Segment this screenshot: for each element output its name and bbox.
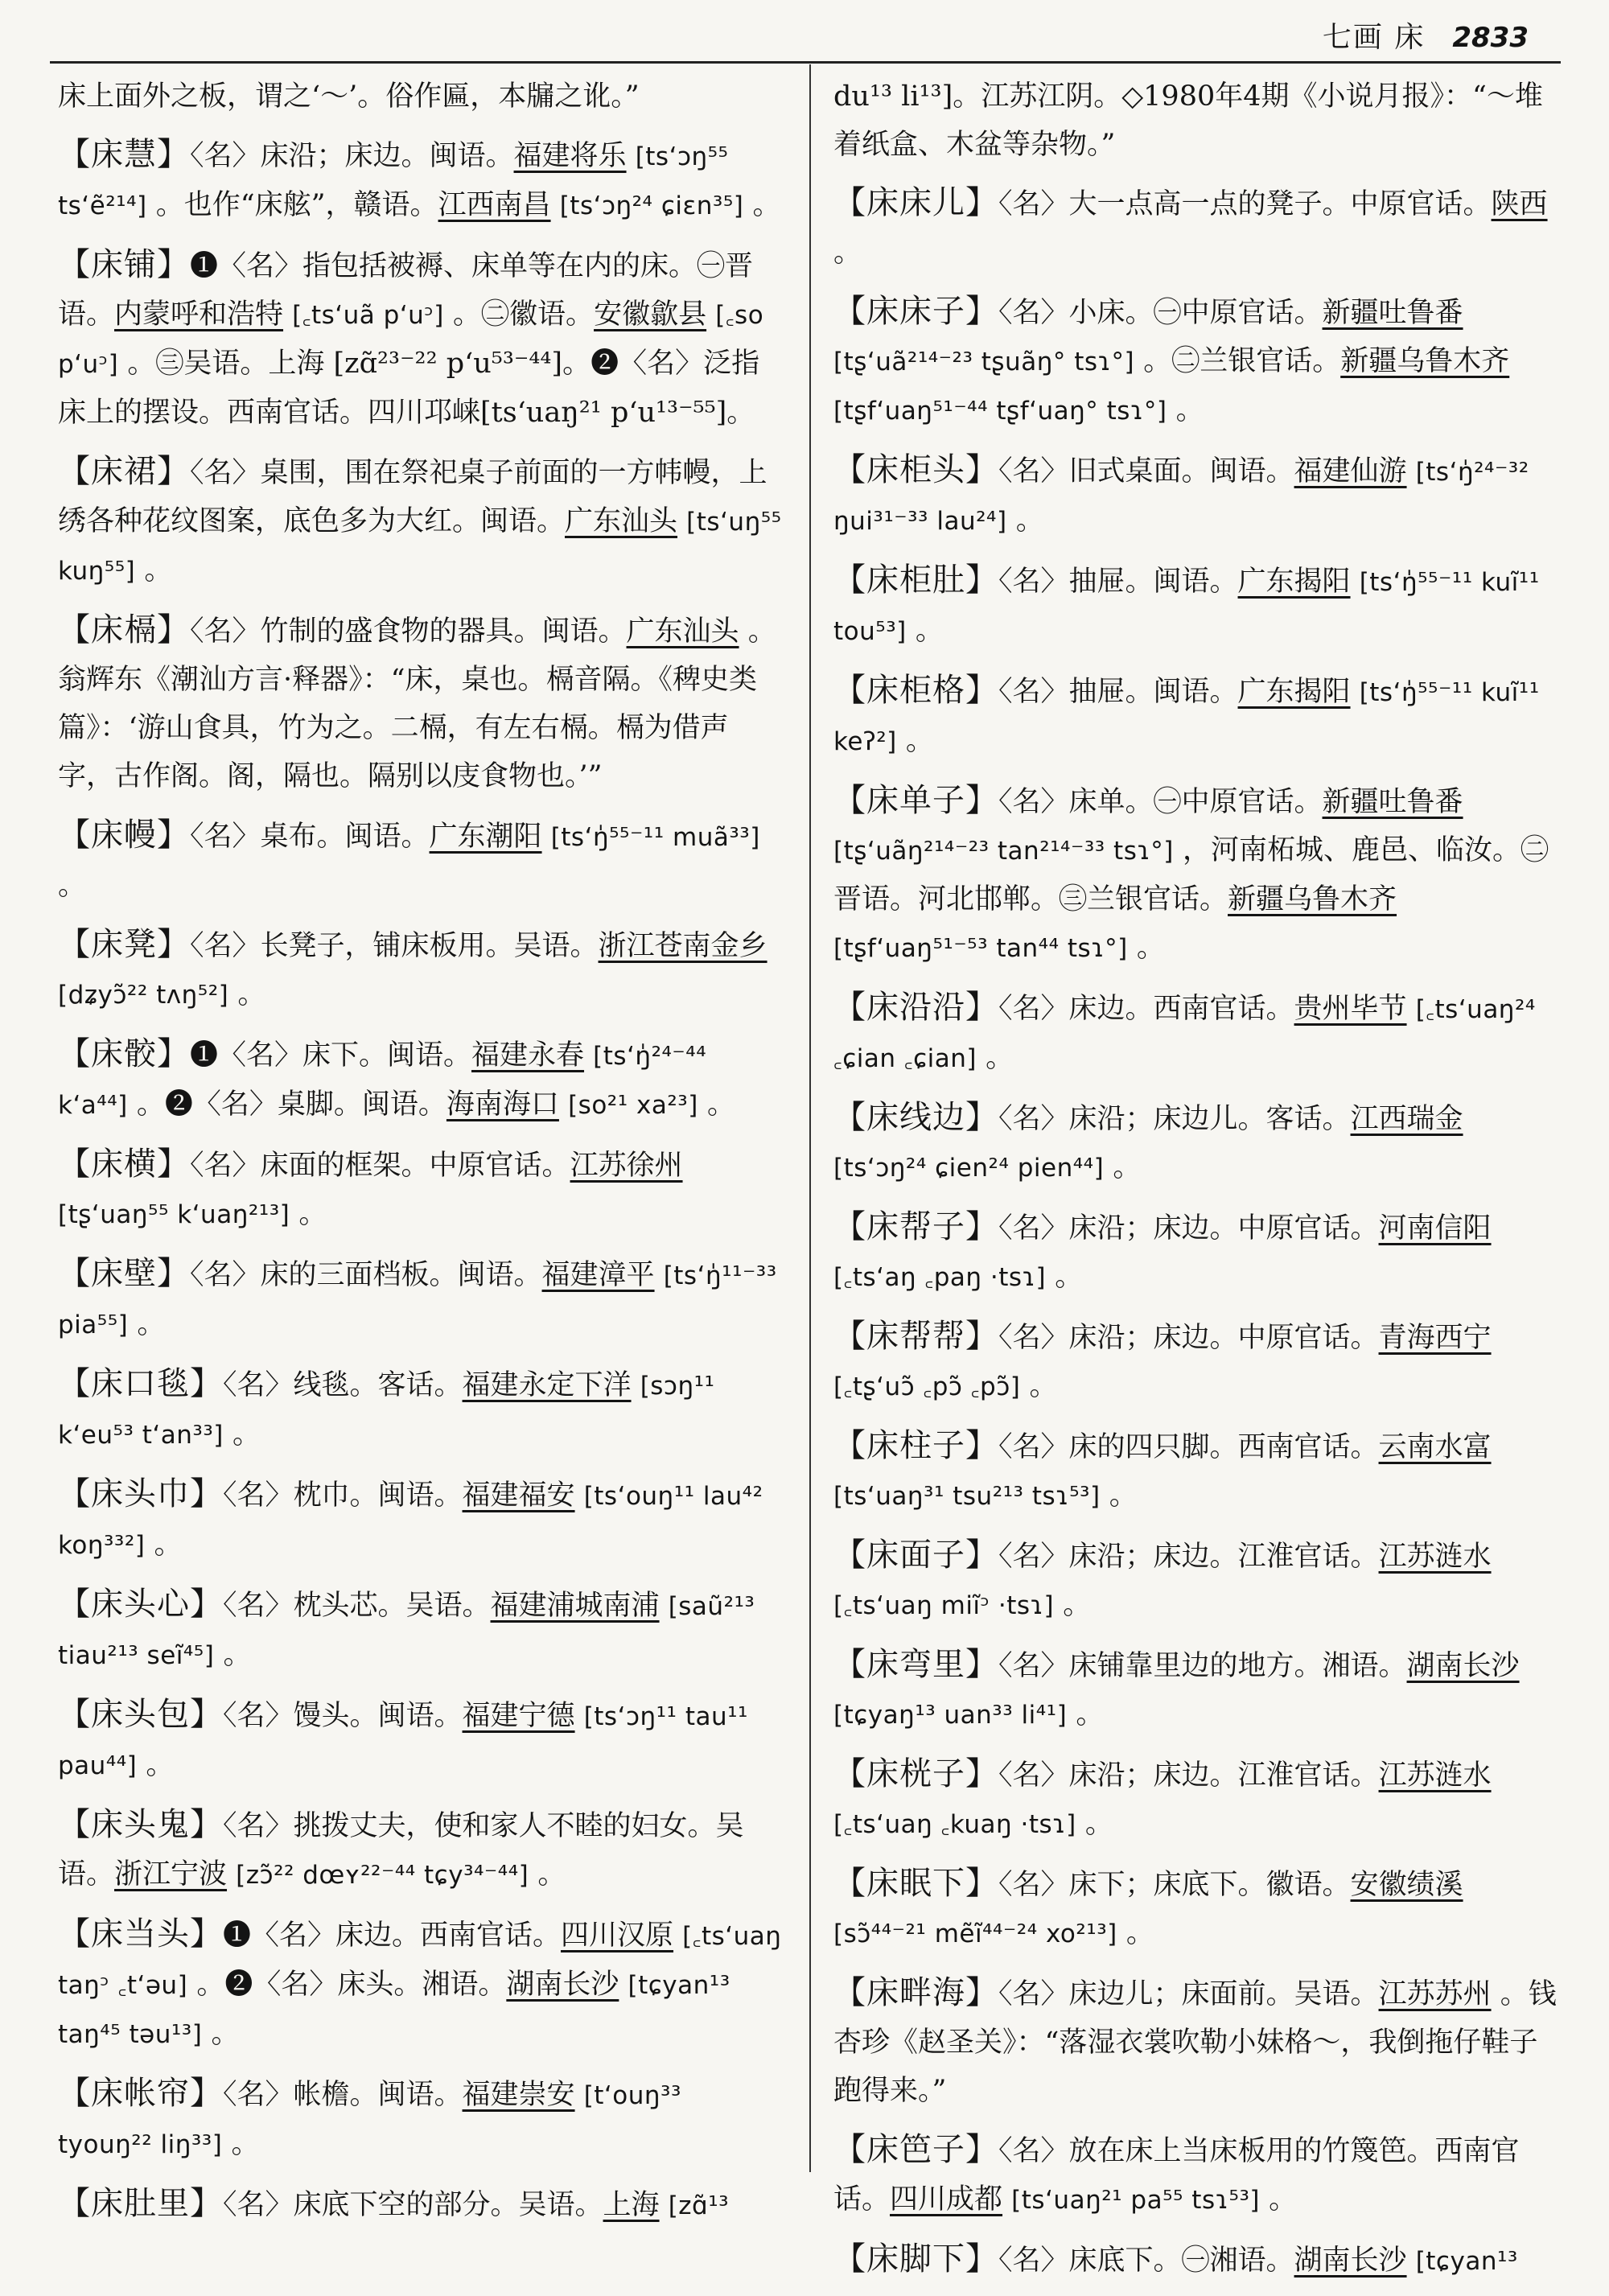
part-of-speech: 〈名〉 <box>190 457 261 489</box>
definition: ❶〈名〉指包括被褥、床单等在内的床。㊀晋语。 <box>58 250 754 331</box>
dialect-place: 浙江苍南金乡 <box>598 930 767 962</box>
dictionary-entry <box>833 776 1558 973</box>
dictionary-entry <box>833 179 1558 277</box>
running-head <box>1323 14 1529 56</box>
dialect-place: 江苏涟水 <box>1378 1759 1492 1792</box>
entry-headword: 【床铺】 <box>58 246 190 283</box>
dictionary-entry <box>833 1531 1558 1630</box>
pronunciation: [tsʻuŋ⁵⁵ kuŋ⁵⁵] <box>58 508 782 586</box>
entry-headword: 【床床子】 <box>833 293 998 330</box>
entry-list <box>58 130 782 2230</box>
pronunciation: [tʂʻuãŋ²¹⁴⁻²³ tan²¹⁴⁻³³ tsɿ°] <box>833 837 1174 866</box>
entry-headword: 【床帐帘】 <box>58 2075 223 2112</box>
pronunciation: [tʂʻuaŋ⁵⁵ kʻuaŋ²¹³] <box>58 1200 290 1229</box>
entry-headword: 【床头包】 <box>58 1696 223 1733</box>
dictionary-entry <box>58 1910 782 2059</box>
dialect-place: 四川成都 <box>890 2183 1003 2216</box>
entry-ending: 。 <box>1015 504 1044 537</box>
entry-ending: 。 <box>833 237 862 269</box>
dialect-place: 湖南长沙 <box>1406 1650 1520 1682</box>
dialect-place: 广东汕头 <box>626 615 739 648</box>
dictionary-entry <box>58 811 782 910</box>
definition: 床沿；床边。江淮官话。 <box>1068 1541 1379 1573</box>
entry-headword: 【床槅】 <box>58 611 190 648</box>
part-of-speech: 〈名〉 <box>223 2189 294 2221</box>
pronunciation: [tsʻɔŋ²⁴ ɕien²⁴ pien⁴⁴] <box>833 1154 1105 1183</box>
definition: 床边儿；床面前。吴语。 <box>1068 1978 1379 2010</box>
pronunciation: [tɕyaŋ¹³ uan³³ li⁴¹] <box>833 1701 1068 1730</box>
entry-headword: 【床笆子】 <box>833 2131 998 2168</box>
part-of-speech: 〈名〉 <box>998 297 1069 329</box>
dictionary-entry <box>833 2235 1558 2286</box>
entry-ending: 。 <box>1113 1151 1142 1183</box>
definition: 旧式桌面。闽语。 <box>1068 455 1294 488</box>
pronunciation: [tsʻɔŋ⁵⁵ tsʻẽ²¹⁴] <box>58 142 729 220</box>
entry-ending: 。 <box>1029 1370 1058 1402</box>
entry-headword: 【床头鬼】 <box>58 1806 223 1843</box>
dictionary-entry <box>58 2069 782 2169</box>
definition-continued: 。❷〈名〉桌脚。闽语。 <box>136 1088 446 1121</box>
dialect-place: 湖南长沙 <box>1294 2245 1407 2277</box>
entry-headword: 【床眠下】 <box>833 1865 998 1902</box>
part-of-speech: 〈名〉 <box>190 615 261 648</box>
definition-continued: ，河南柘城、鹿邑、临汝。㊁晋语。河北邯郸。㊂兰银官话。 <box>833 834 1549 916</box>
entry-list <box>833 179 1558 2286</box>
part-of-speech: 〈名〉 <box>998 1869 1069 1901</box>
entry-headword: 【床畔海】 <box>833 1974 998 2011</box>
entry-headword: 【床口毯】 <box>58 1365 223 1402</box>
part-of-speech: 〈名〉 <box>998 455 1069 488</box>
pronunciation: [tɕyan¹³ taŋ⁴⁵ təu¹³] <box>58 1971 730 2049</box>
definition: 线毯。客话。 <box>293 1369 463 1401</box>
entry-headword: 【床慧】 <box>58 136 190 173</box>
dialect-place: 广东潮阳 <box>429 821 542 853</box>
dictionary-entry <box>58 1360 782 1459</box>
dialect-place: 青海西宁 <box>1378 1322 1492 1354</box>
pronunciation: [tʂʻuã²¹⁴⁻²³ tʂuãŋ° tsɿ°] <box>833 348 1135 376</box>
definition: 床底下。㊀湘语。 <box>1068 2245 1294 2277</box>
definition: 床底下空的部分。吴语。 <box>293 2189 603 2221</box>
dictionary-entry <box>833 1859 1558 1958</box>
entry-ending: 。㊂吴语。上海 [zɑ̃²³⁻²² pʻu⁵³⁻⁴⁴]。❷〈名〉泛指床上的摆设。西南官话。四川邛崃[tsʻuaŋ²¹ pʻu¹³⁻⁵⁵]。 <box>58 348 760 429</box>
dialect-place: 广东揭阳 <box>1237 566 1351 598</box>
entry-ending: 。 <box>1175 394 1204 426</box>
dialect-place: 河南信阳 <box>1378 1212 1492 1245</box>
entry-ending: 。 <box>1055 1261 1084 1293</box>
part-of-speech: 〈名〉 <box>998 1431 1069 1463</box>
definition-continued: 。翁辉东《潮汕方言·释器》：“床，桌也。槅音隔。《稗史类篇》：‘游山食具，竹为之。二槅，有左右槅。槅为借声字，古作阁。阁，隔也。隔别以庋食物也。’” <box>58 615 776 792</box>
dictionary-entry <box>58 1580 782 1680</box>
pronunciation: [tsʻɔŋ¹¹ tau¹¹ pau⁴⁴] <box>58 1702 748 1780</box>
definition: 长凳子，铺床板用。吴语。 <box>260 930 599 962</box>
section-title: 七画 床 <box>1322 21 1426 54</box>
pronunciation: [tsʻŋ̍¹¹⁻³³ pia⁵⁵] <box>58 1261 777 1339</box>
dictionary-entry <box>833 983 1558 1083</box>
pronunciation: [tsʻuaŋ²¹ pa⁵⁵ tsɿ⁵³] <box>1011 2186 1261 2215</box>
definition-continued: 。❷〈名〉床头。湘语。 <box>196 1969 507 2001</box>
dialect-place: 新疆乌鲁木齐 <box>1228 883 1397 916</box>
entry-ending: 。 <box>1109 1479 1138 1512</box>
entry-ending: 。 <box>1136 932 1165 964</box>
dialect-place: 云南水富 <box>1378 1431 1492 1463</box>
pronunciation: [꜀tsʻuaŋ miĩᵓ ·tsɿ] <box>833 1591 1055 1620</box>
entry-headword: 【床肚里】 <box>58 2185 223 2222</box>
dictionary-entry <box>833 2125 1558 2224</box>
definition: 床面的框架。中原官话。 <box>260 1150 570 1182</box>
dialect-place: 福建宁德 <box>462 1700 575 1732</box>
dictionary-entry <box>58 1690 782 1790</box>
part-of-speech: 〈名〉 <box>998 1103 1069 1135</box>
dictionary-entry <box>833 287 1558 435</box>
column-divider <box>809 64 811 2172</box>
definition: 床下；床底下。徽语。 <box>1068 1869 1351 1901</box>
dialect-place: 陕西 <box>1491 188 1548 220</box>
dialect-place: 安徽歙县 <box>594 298 707 331</box>
entry-ending: 。 <box>144 554 173 586</box>
entry-headword: 【床单子】 <box>833 782 998 819</box>
part-of-speech: 〈名〉 <box>190 1259 261 1291</box>
definition: 床沿；床边。中原官话。 <box>1068 1322 1379 1354</box>
dictionary-entry <box>58 1470 782 1570</box>
entry-ending: 。 <box>1269 2183 1298 2216</box>
entry-ending: 。 <box>706 1088 735 1121</box>
pronunciation: [꜀tsʻuaŋ²⁴ ꜀ɕian ꜀ɕian] <box>833 995 1536 1073</box>
entry-ending: 。 <box>154 1529 183 1561</box>
dictionary-entry <box>58 920 782 1019</box>
dictionary-entry <box>58 1249 782 1349</box>
entry-ending: 。 <box>986 1042 1014 1074</box>
pronunciation: [tsʻŋ̍²⁴⁻³² ŋui³¹⁻³³ lau²⁴] <box>833 458 1529 536</box>
pronunciation: [꜀tsʻuã pʻuᵓ] <box>292 301 444 330</box>
pronunciation: [saũ²¹³ tiau²¹³ seĩ⁴⁵] <box>58 1592 755 1670</box>
entry-ending: 。 <box>146 1749 175 1781</box>
pronunciation: [dʑyɔ̃²² tʌŋ⁵²] <box>58 981 229 1010</box>
pronunciation: [tsʻŋ̍⁵⁵⁻¹¹ kuĩ¹¹ keʔ²] <box>833 678 1540 756</box>
pronunciation: [tsʻuaŋ³¹ tsu²¹³ tsɿ⁵³] <box>833 1482 1101 1511</box>
dialect-place: 新疆吐鲁番 <box>1322 786 1463 818</box>
definition: 床单。㊀中原官话。 <box>1068 786 1323 818</box>
pronunciation: [꜀tsʻuaŋ ꜀kuaŋ ·tsɿ] <box>833 1810 1076 1839</box>
definition: 放在床上当床板用的竹篾笆。西南官话。 <box>833 2135 1520 2216</box>
entry-headword: 【床弯里】 <box>833 1646 998 1683</box>
entry-ending: 。 <box>231 2128 260 2160</box>
dialect-place: 内蒙呼和浩特 <box>114 298 284 331</box>
definition: 桌布。闽语。 <box>260 821 430 853</box>
part-of-speech: 〈名〉 <box>223 1700 294 1732</box>
dialect-place: 福建永定下洋 <box>462 1369 632 1401</box>
definition: 挑拨丈夫，使和家人不睦的妇女。吴语。 <box>58 1810 744 1891</box>
entry-headword: 【床柱子】 <box>833 1427 998 1464</box>
part-of-speech: 〈名〉 <box>998 993 1069 1025</box>
definition: 枕巾。闽语。 <box>293 1479 463 1512</box>
dictionary-entry <box>833 666 1558 766</box>
pronunciation: [so²¹ xa²³] <box>568 1091 698 1120</box>
part-of-speech: 〈名〉 <box>190 140 261 172</box>
pronunciation: [tʻouŋ³³ tyouŋ²² liŋ³³] <box>58 2081 681 2159</box>
definition: 床边。西南官话。 <box>1068 993 1294 1025</box>
part-of-speech: 〈名〉 <box>998 786 1069 818</box>
entry-ending: 。 <box>1084 1808 1113 1840</box>
header-rule <box>50 61 1561 64</box>
entry-headword: 【床横】 <box>58 1146 190 1183</box>
dialect-place: 江西瑞金 <box>1350 1103 1463 1135</box>
definition: 抽屉。闽语。 <box>1068 566 1238 598</box>
definition: 床的四只脚。西南官话。 <box>1068 1431 1379 1463</box>
dialect-place: 江苏徐州 <box>570 1150 683 1182</box>
dialect-place: 福建漳平 <box>541 1259 655 1291</box>
definition: 小床。㊀中原官话。 <box>1068 297 1323 329</box>
definition-continued: 。钱杏珍《赵圣关》：“落湿衣裳吹勒小妹格～，我倒拖仔鞋子跑得来。” <box>833 1978 1557 2107</box>
part-of-speech: 〈名〉 <box>223 1369 294 1401</box>
definition: ❶〈名〉床下。闽语。 <box>190 1039 472 1072</box>
dialect-place: 广东汕头 <box>565 505 678 537</box>
dictionary-entry <box>833 1969 1558 2115</box>
continuation-text: du¹³ li¹³]。江苏江阴。◇1980年4期《小说月报》：“～堆着纸盒、木盆等杂物。” <box>833 80 1543 161</box>
definition: 枕头芯。吴语。 <box>293 1590 491 1622</box>
dialect-place: 贵州毕节 <box>1294 993 1407 1025</box>
dialect-place: 上海 <box>603 2189 660 2221</box>
entry-headword: 【床帮帮】 <box>833 1318 998 1355</box>
part-of-speech: 〈名〉 <box>998 2135 1069 2167</box>
part-of-speech: 〈名〉 <box>223 1810 294 1842</box>
pronunciation: [tsʻŋ̍⁵⁵⁻¹¹ kuĩ¹¹ tou⁵³] <box>833 568 1540 646</box>
entry-ending: 。 <box>752 189 781 221</box>
entry-ending: 。 <box>58 870 87 902</box>
dialect-place: 福建浦城南浦 <box>490 1590 660 1622</box>
entry-ending: 。 <box>905 725 934 757</box>
dictionary-entry <box>833 1093 1558 1192</box>
definition: 竹制的盛食物的器具。闽语。 <box>260 615 627 648</box>
dialect-place: 浙江宁波 <box>114 1858 228 1891</box>
entry-ending: 。 <box>915 615 944 647</box>
part-of-speech: 〈名〉 <box>998 1759 1069 1792</box>
part-of-speech: 〈名〉 <box>998 566 1069 598</box>
part-of-speech: 〈名〉 <box>998 188 1069 220</box>
dialect-place: 安徽绩溪 <box>1350 1869 1463 1901</box>
pronunciation: [tʂfʻuaŋ⁵¹⁻⁴⁴ tʂfʻuaŋ° tsɿ°] <box>833 397 1167 426</box>
pronunciation: [꜀tʂʻuɔ̃ ꜀pɔ̃ ꜀pɔ̃] <box>833 1372 1021 1401</box>
dictionary-entry <box>58 2179 782 2230</box>
part-of-speech: 〈名〉 <box>998 2245 1069 2277</box>
dictionary-entry <box>58 606 782 800</box>
entry-ending: 。 <box>137 1308 166 1340</box>
part-of-speech: 〈名〉 <box>190 930 261 962</box>
pronunciation: [zɔ̃²² dœʏ²²⁻⁴⁴ tɕy³⁴⁻⁴⁴] <box>236 1861 529 1890</box>
definition: ❶〈名〉床边。西南官话。 <box>223 1920 562 1952</box>
pronunciation: [tsʻouŋ¹¹ lau⁴² koŋ³³²] <box>58 1482 763 1560</box>
entry-headword: 【床面子】 <box>833 1537 998 1574</box>
entry-headword: 【床裙】 <box>58 453 190 490</box>
dialect-place: 福建仙游 <box>1294 455 1407 488</box>
entry-ending: 。 <box>1076 1698 1105 1730</box>
entry-ending: 。 <box>1063 1589 1092 1621</box>
definition: 床沿；床边。闽语。 <box>260 140 514 172</box>
dictionary-entry <box>58 1030 782 1129</box>
pronunciation: [sɔŋ¹¹ kʻeu⁵³ tʻan³³] <box>58 1372 715 1450</box>
entry-ending: 。 <box>211 2018 240 2050</box>
part-of-speech: 〈名〉 <box>190 821 261 853</box>
dialect-place: 福建永春 <box>471 1039 585 1072</box>
definition: 帐檐。闽语。 <box>293 2079 463 2111</box>
entry-ending: 。 <box>223 1639 252 1671</box>
definition-continued: 。㊁徽语。 <box>453 298 595 331</box>
entry-headword: 【床凳】 <box>58 926 190 963</box>
dialect-place: 广东揭阳 <box>1237 676 1351 708</box>
definition-continued: 。也作“床舷”，赣语。 <box>155 189 438 221</box>
entry-ending: 。 <box>537 1858 566 1891</box>
definition: 馒头。闽语。 <box>293 1700 463 1732</box>
dialect-place: 湖南长沙 <box>506 1969 619 2001</box>
entry-headword: 【床床儿】 <box>833 184 998 221</box>
definition: 床沿；床边。江淮官话。 <box>1068 1759 1379 1792</box>
left-column <box>58 72 782 2240</box>
entry-ending: 。 <box>237 978 266 1010</box>
dialect-place: 福建福安 <box>462 1479 575 1512</box>
entry-headword: 【床线边】 <box>833 1099 998 1136</box>
dictionary-entry <box>58 130 782 230</box>
dictionary-entry <box>833 1203 1558 1302</box>
pronunciation: [tsʻŋ̍⁵⁵⁻¹¹ muã³³] <box>550 823 760 852</box>
dictionary-entry <box>58 1800 782 1899</box>
entry-ending: 。 <box>1125 1917 1154 1949</box>
dictionary-entry <box>58 1140 782 1239</box>
entry-headword: 【床幔】 <box>58 817 190 854</box>
part-of-speech: 〈名〉 <box>223 2079 294 2111</box>
pronunciation: [꜀so pʻuᵓ] <box>58 301 764 379</box>
dictionary-entry <box>58 447 782 595</box>
dialect-place: 江苏苏州 <box>1378 1978 1492 2010</box>
entry-headword: 【床当头】 <box>58 1915 223 1952</box>
dictionary-entry <box>833 1640 1558 1739</box>
pronunciation: [tsʻɔŋ²⁴ ɕiɛn³⁵] <box>559 191 744 220</box>
dictionary-entry <box>833 1312 1558 1411</box>
entry-headword: 【床头巾】 <box>58 1475 223 1512</box>
part-of-speech: 〈名〉 <box>223 1479 294 1512</box>
entry-headword: 【床沿沿】 <box>833 989 998 1026</box>
definition: 床铺靠里边的地方。湘语。 <box>1068 1650 1407 1682</box>
dialect-place: 新疆吐鲁番 <box>1322 297 1463 329</box>
entry-headword: 【床柜头】 <box>833 451 998 488</box>
entry-headword: 【床脚下】 <box>833 2240 998 2277</box>
entry-headword: 【床帮子】 <box>833 1208 998 1245</box>
part-of-speech: 〈名〉 <box>998 1978 1069 2010</box>
dictionary-entry <box>58 241 782 437</box>
pronunciation: [tʂfʻuaŋ⁵¹⁻⁵³ tan⁴⁴ tsɿ°] <box>833 934 1128 963</box>
dictionary-entry <box>833 446 1558 545</box>
entry-ending: 。 <box>298 1198 327 1230</box>
definition: 床沿；床边儿。客话。 <box>1068 1103 1351 1135</box>
part-of-speech: 〈名〉 <box>998 1650 1069 1682</box>
pronunciation: [꜀tsʻaŋ ꜀paŋ ·tsɿ] <box>833 1263 1047 1292</box>
entry-headword: 【床头心】 <box>58 1586 223 1623</box>
entry-headword: 【床柜肚】 <box>833 562 998 599</box>
definition: 大一点高一点的凳子。中原官话。 <box>1068 188 1492 220</box>
definition: 桌围，围在祭祀桌子前面的一方帏幔，上绣各种花纹图案，底色多为大红。闽语。 <box>58 457 767 537</box>
definition-continued: 。㊁兰银官话。 <box>1143 345 1341 377</box>
part-of-speech: 〈名〉 <box>190 1150 261 1182</box>
entry-headword: 【床壁】 <box>58 1255 190 1292</box>
definition: 床的三面档板。闽语。 <box>260 1259 542 1291</box>
part-of-speech: 〈名〉 <box>998 1541 1069 1573</box>
part-of-speech: 〈名〉 <box>998 676 1069 708</box>
dialect-place: 四川汉原 <box>561 1920 674 1952</box>
pronunciation: [꜀tsʻuaŋ taŋᵓ ꜀tʻəu] <box>58 1922 782 2000</box>
definition: 床沿；床边。中原官话。 <box>1068 1212 1379 1245</box>
entry-headword: 【床桄子】 <box>833 1755 998 1792</box>
dialect-place: 福建崇安 <box>462 2079 575 2111</box>
dictionary-entry <box>833 556 1558 656</box>
right-column <box>833 72 1558 2296</box>
page-number: 2833 <box>1452 22 1529 54</box>
entry-headword: 【床骹】 <box>58 1035 190 1072</box>
pronunciation: [sɔ̃⁴⁴⁻²¹ mẽĩ⁴⁴⁻²⁴ xo²¹³] <box>833 1920 1117 1948</box>
entry-ending: 。 <box>232 1418 261 1450</box>
dialect-place: 海南海口 <box>446 1088 559 1121</box>
pronunciation: [tsʻŋ̍²⁴⁻⁴⁴ kʻa⁴⁴] <box>58 1042 707 1120</box>
part-of-speech: 〈名〉 <box>998 1212 1069 1245</box>
dictionary-entry <box>833 1422 1558 1520</box>
definition: 抽屉。闽语。 <box>1068 676 1238 708</box>
pronunciation: [zɑ̃¹³ <box>668 2191 730 2220</box>
dictionary-entry <box>833 1750 1558 1849</box>
dialect-place: 新疆乌鲁木齐 <box>1340 345 1510 377</box>
dialect-place: 江苏涟水 <box>1378 1541 1492 1573</box>
part-of-speech: 〈名〉 <box>998 1322 1069 1354</box>
entry-headword: 【床柜格】 <box>833 672 998 709</box>
continuation-text: 床上面外之板，谓之‘～’。俗作匾，本牖之讹。” <box>58 80 640 113</box>
dialect-place: 江西南昌 <box>438 189 551 221</box>
dialect-place: 福建将乐 <box>513 140 627 172</box>
pronunciation: [tɕyan¹³ <box>1415 2247 1518 2276</box>
part-of-speech: 〈名〉 <box>223 1590 294 1622</box>
